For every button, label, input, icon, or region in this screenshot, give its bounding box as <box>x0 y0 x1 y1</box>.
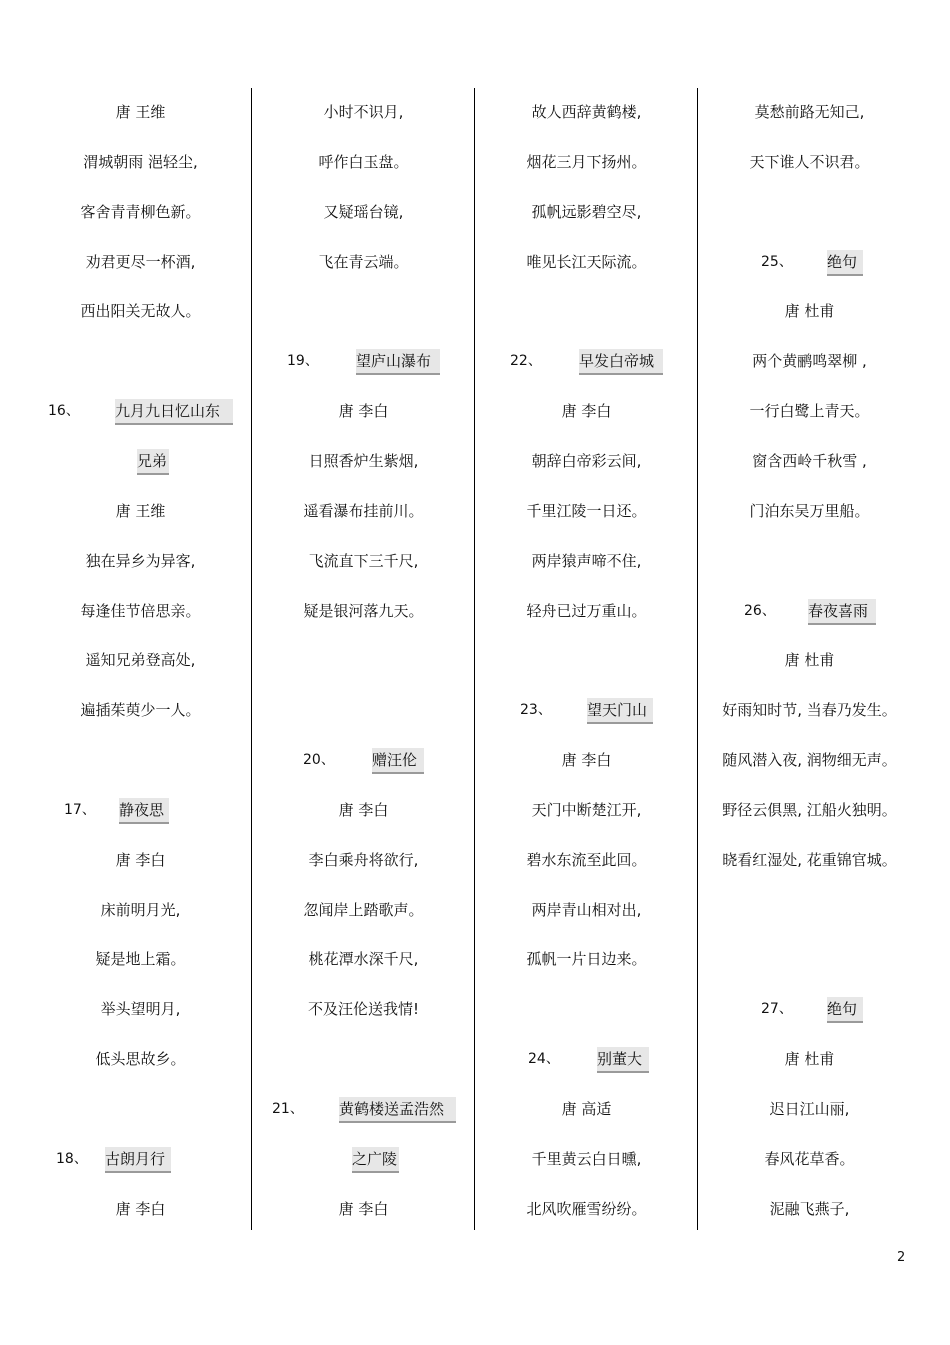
poem-line: 唐 李白 <box>338 402 389 421</box>
poem-line: 劝君更尽一杯酒, <box>85 252 196 271</box>
poem-line: 唐 杜甫 <box>784 1050 835 1069</box>
poem-heading <box>699 237 920 287</box>
poem-title: 别董大 <box>597 1047 649 1073</box>
poem-heading <box>476 685 697 735</box>
poem-title: 春夜喜雨 <box>808 599 876 625</box>
poem-title: 赠汪伦 <box>372 748 424 774</box>
poem-title: 早发白帝城 <box>579 349 663 375</box>
poem-line: 春风花草香。 <box>764 1149 855 1168</box>
poem-line: 遍插茱萸少一人。 <box>80 701 201 720</box>
poem-heading <box>30 1134 251 1184</box>
poem-line: 千里江陵一日还。 <box>526 501 647 520</box>
poem-number: 26、 <box>744 602 776 619</box>
poem-heading <box>30 785 251 835</box>
poem-line: 小时不识月, <box>323 103 404 121</box>
poem-line: 好雨知时节, 当春乃发生。 <box>722 701 897 720</box>
poem-line: 两岸猿声啼不住, <box>531 551 642 570</box>
poem-title: 望天门山 <box>587 698 653 724</box>
poem-title: 望庐山瀑布 <box>356 349 440 375</box>
column-divider <box>697 88 698 1230</box>
poem-number: 24、 <box>528 1051 560 1068</box>
poem-line: 飞流直下三千尺, <box>308 551 419 570</box>
poem-number: 20、 <box>303 752 335 769</box>
poem-number: 17、 <box>64 801 96 818</box>
poem-line: 唐 杜甫 <box>784 651 835 670</box>
poem-line: 疑是地上霜。 <box>95 950 186 969</box>
poem-line: 两岸青山相对出, <box>531 900 642 919</box>
poem-heading <box>699 984 920 1034</box>
poem-line: 渭城朝雨 浥轻尘, <box>83 152 198 171</box>
poem-line: 晓看红湿处, 花重锦官城。 <box>722 850 897 869</box>
poem-line: 客舍青青柳色新。 <box>80 202 201 221</box>
poem-line: 一行白鹭上青天。 <box>749 402 870 421</box>
poem-line: 独在异乡为异客, <box>85 551 196 570</box>
poem-line: 唐 李白 <box>561 751 612 770</box>
poem-line: 孤帆远影碧空尽, <box>531 202 642 221</box>
poem-line: 朝辞白帝彩云间, <box>531 451 642 470</box>
poem-line: 随风潜入夜, 润物细无声。 <box>722 751 897 770</box>
poem-line: 唐 王维 <box>115 103 166 121</box>
poem-title: 黄鹤楼送孟浩然 <box>339 1097 456 1123</box>
poem-line: 李白乘舟将欲行, <box>308 850 419 869</box>
poem-line: 天下谁人不识君。 <box>749 152 870 171</box>
poem-heading <box>253 1084 474 1134</box>
poem-number: 16、 <box>48 403 80 420</box>
poem-title: 九月九日忆山东 <box>115 399 233 425</box>
poem-line: 唐 李白 <box>338 800 389 819</box>
poem-line: 天门中断楚江开, <box>531 800 642 819</box>
poem-title: 静夜思 <box>119 798 169 824</box>
poem-line: 窗含西岭千秋雪 , <box>752 451 867 470</box>
poem-number: 18、 <box>56 1150 88 1167</box>
poem-heading <box>476 1034 697 1084</box>
poem-line: 举头望明月, <box>100 1000 181 1019</box>
poem-heading <box>253 336 474 386</box>
poem-title: 兄弟 <box>137 449 169 475</box>
poem-heading <box>699 586 920 636</box>
poem-line: 西出阳关无故人。 <box>80 302 201 321</box>
poem-line: 门泊东吴万里船。 <box>749 501 870 520</box>
poem-line: 忽闻岸上踏歌声。 <box>303 900 424 919</box>
poem-line: 遥看瀑布挂前川。 <box>303 501 424 520</box>
poem-line: 碧水东流至此回。 <box>526 850 647 869</box>
poem-line: 轻舟已过万重山。 <box>526 601 647 620</box>
poem-number: 22、 <box>510 353 542 370</box>
poem-line: 北风吹雁雪纷纷。 <box>526 1199 647 1218</box>
poem-line: 床前明月光, <box>100 900 181 919</box>
poem-line: 唐 李白 <box>115 1199 166 1218</box>
poem-line: 故人西辞黄鹤楼, <box>531 103 642 121</box>
poem-line: 低头思故乡。 <box>95 1050 186 1069</box>
poem-line: 唐 杜甫 <box>784 302 835 321</box>
poem-heading <box>253 735 474 785</box>
column-divider <box>251 88 252 1230</box>
poem-line: 呼作白玉盘。 <box>318 152 409 171</box>
poem-line: 千里黄云白日曛, <box>531 1149 642 1168</box>
poem-line: 日照香炉生紫烟, <box>308 451 419 470</box>
poem-title: 古朗月行 <box>105 1147 171 1173</box>
poem-number: 27、 <box>761 1001 793 1018</box>
poem-title: 之广陵 <box>352 1147 399 1173</box>
poem-line: 唐 李白 <box>115 850 166 869</box>
poem-line: 每逢佳节倍思亲。 <box>80 601 201 620</box>
poem-line: 两个黄鹂鸣翠柳 , <box>752 352 867 371</box>
poem-number: 23、 <box>520 702 552 719</box>
poem-title: 绝句 <box>827 250 863 276</box>
poem-line: 不及汪伦送我情! <box>307 1000 419 1019</box>
poem-heading <box>30 386 251 436</box>
poem-line: 唐 李白 <box>338 1199 389 1218</box>
poem-line: 遥知兄弟登高处, <box>85 651 196 670</box>
poem-number: 25、 <box>761 253 793 270</box>
poem-line: 桃花潭水深千尺, <box>308 950 419 969</box>
poem-line: 又疑瑶台镜, <box>323 202 404 221</box>
poem-heading <box>476 336 697 386</box>
page-number: 2 <box>897 1250 906 1265</box>
poem-line: 烟花三月下扬州。 <box>526 152 647 171</box>
poem-number: 21、 <box>272 1101 304 1117</box>
poem-line: 唐 高适 <box>561 1100 612 1118</box>
poem-line: 唐 李白 <box>561 402 612 421</box>
poem-title-continuation <box>30 436 251 486</box>
poem-number: 19、 <box>287 353 319 370</box>
poem-line: 泥融飞燕子, <box>769 1199 850 1218</box>
poem-title-continuation <box>253 1134 474 1184</box>
poem-line: 飞在青云端。 <box>318 252 409 271</box>
poem-line: 野径云俱黑, 江船火独明。 <box>722 800 897 819</box>
poem-line: 疑是银河落九天。 <box>303 601 424 620</box>
poem-line: 唯见长江天际流。 <box>526 252 647 271</box>
poem-line: 莫愁前路无知己, <box>754 103 865 121</box>
poem-title: 绝句 <box>827 997 863 1023</box>
poem-line: 迟日江山丽, <box>769 1100 850 1118</box>
column-divider <box>474 88 475 1230</box>
poem-line: 孤帆一片日边来。 <box>526 950 647 969</box>
poem-line: 唐 王维 <box>115 501 166 520</box>
